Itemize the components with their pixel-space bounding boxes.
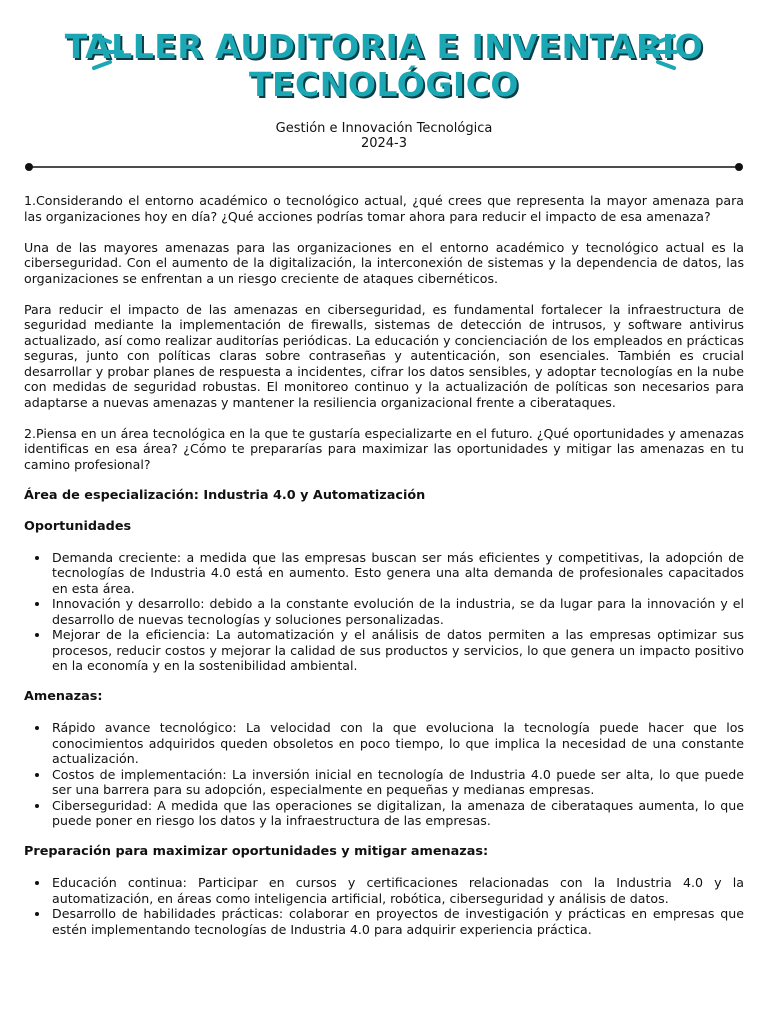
answer-1-paragraph-1: Una de las mayores amenazas para las organizaciones en el entorno académico y tecnológico actual es la ciberseguridad. Con el aumento de la digitalización, la interconexión de sistemas y la dependencia de datos, las organizaciones se enfrentan a un riesgo creciente de ataques cibernéticos. bbox=[24, 239, 744, 286]
list-item: • Mejorar de la eficiencia: La automatización y el análisis de datos permiten a las empresas optimizar sus procesos, reducir costos y mejorar la calidad de sus productos y servicios, lo que genera un impacto positivo en la economía y en la sostenibilidad ambiental. bbox=[50, 627, 744, 674]
left-accent-dashes-icon bbox=[88, 28, 132, 72]
preparation-heading: Preparación para maximizar oportunidades y mitigar amenazas: bbox=[24, 844, 489, 859]
list-item: • Ciberseguridad: A medida que las operaciones se digitalizan, la amenaza de ciberataques aumenta, lo que puede poner en riesgo los datos y la infraestructura de las empresas. bbox=[50, 798, 744, 829]
opportunities-list bbox=[24, 550, 744, 674]
answer-1-paragraph-2: Para reducir el impacto de las amenazas en ciberseguridad, es fundamental fortalecer la infraestructura de seguridad mediante la implementación de firewalls, sistemas de detección de intrusos, y software antivirus actualizado, así como realizar auditorías periódicas. La educación y concienciación de los empleados en prácticas seguras, junto con políticas claras sobre contraseñas y autenticación, son esenciales. También es crucial desarrollar y probar planes de respuesta a incidentes, cifrar los datos sensibles, y adoptar tecnologías en la nube con medidas de seguridad robustas. El monitoreo continuo y la actualización de políticas son necesarios para adaptarse a nuevas amenazas y mantener la resiliencia organizacional frente a ciberataques. bbox=[24, 301, 744, 410]
specialization-heading: Área de especialización: Industria 4.0 y Automatización bbox=[24, 487, 426, 503]
subtitle-block bbox=[0, 121, 768, 151]
document-body bbox=[24, 193, 744, 953]
list-item: • Desarrollo de habilidades prácticas: colaborar en proyectos de investigación y prácticas en empresas que estén implementando tecnologías de Industria 4.0 para adquirir experiencia práctica. bbox=[50, 906, 744, 937]
threats-heading: Amenazas: bbox=[24, 689, 103, 704]
list-item: • Demanda creciente: a medida que las empresas buscan ser más eficientes y competitivas, la adopción de tecnologías de Industria 4.0 está en aumento. Esto genera una alta demanda de profesionales capacitados en esta área. bbox=[50, 550, 744, 597]
question-1: 1.Considerando el entorno académico o tecnológico actual, ¿qué crees que representa la mayor amenaza para las organizaciones hoy en día? ¿Qué acciones podrías tomar ahora para reducir el impacto de esa amenaza? bbox=[24, 193, 744, 224]
list-item: • Rápido avance tecnológico: La velocidad con la que evoluciona la tecnología puede hacer que los conocimientos adquiridos queden obsoletos en poco tiempo, lo que implica la necesidad de una constante actualización. bbox=[50, 720, 744, 767]
title-line-1: TALLER AUDITORIA E INVENTARIO bbox=[64, 27, 704, 66]
list-item: • Costos de implementación: La inversión inicial en tecnología de Industria 4.0 puede ser alta, lo que puede ser una barrera para su adopción, especialmente en pequeñas y medianas empresas. bbox=[50, 767, 744, 798]
opportunities-heading: Oportunidades bbox=[24, 518, 132, 534]
term-label: 2024-3 bbox=[360, 136, 408, 151]
right-accent-dashes-icon bbox=[636, 28, 680, 72]
title-line-2: TECNOLÓGICO bbox=[249, 65, 519, 104]
title-block bbox=[0, 28, 768, 104]
divider-line bbox=[24, 161, 744, 173]
threats-list bbox=[24, 720, 744, 829]
question-2: 2.Piensa en un área tecnológica en la que te gustaría especializarte en el futuro. ¿Qué oportunidades y amenazas identificas en esa área? ¿Cómo te prepararías para maximizar las oportunidades y mitigar las amenazas en tu camino profesional? bbox=[24, 425, 744, 472]
preparation-list bbox=[24, 875, 744, 937]
course-name: Gestión e Innovación Tecnológica bbox=[275, 121, 493, 136]
list-item: • Innovación y desarrollo: debido a la constante evolución de la industria, se da lugar para la innovación y el desarrollo de nuevas tecnologías y soluciones personalizadas. bbox=[50, 596, 744, 627]
list-item: • Educación continua: Participar en cursos y certificaciones relacionadas con la Industria 4.0 y la automatización, en áreas como inteligencia artificial, robótica, ciberseguridad y análisis de datos. bbox=[50, 875, 744, 906]
